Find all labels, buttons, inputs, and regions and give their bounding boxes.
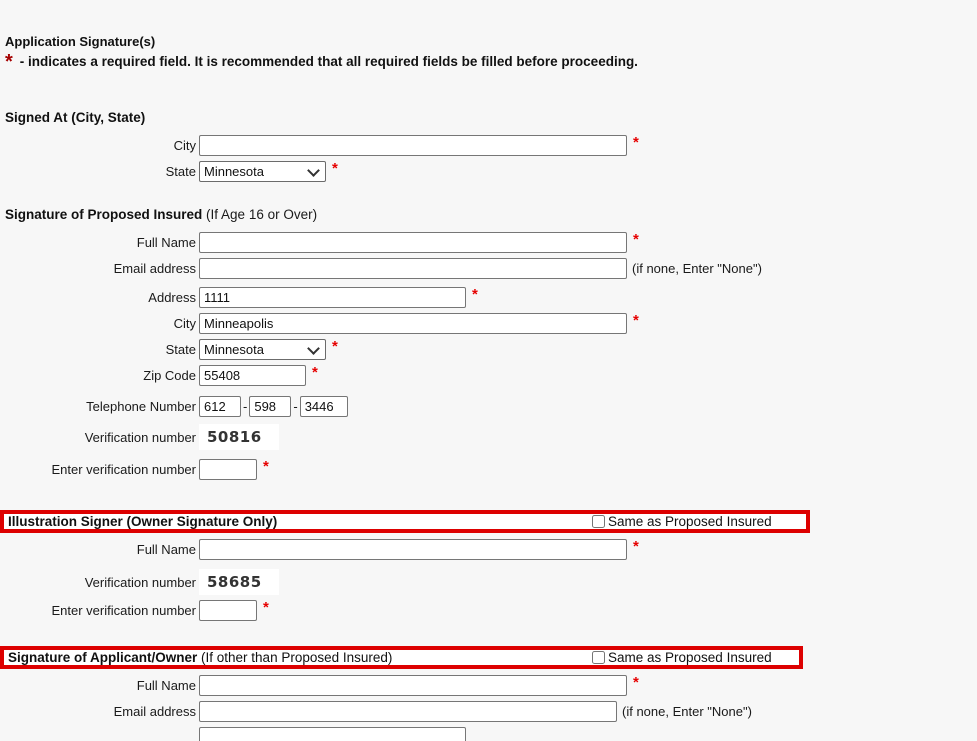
signed-at-city-row bbox=[0, 135, 639, 156]
required-asterisk: * bbox=[263, 598, 269, 616]
is-full-name-input[interactable] bbox=[199, 539, 627, 560]
pi-verification-row bbox=[0, 424, 279, 450]
illustration-signer-band bbox=[0, 510, 810, 533]
ao-partial-row bbox=[0, 727, 466, 741]
pi-phone-label: Telephone Number bbox=[86, 399, 196, 414]
signed-at-state-label: State bbox=[165, 164, 196, 179]
is-full-name-row bbox=[0, 539, 639, 560]
pi-enter-verification-label: Enter verification number bbox=[51, 462, 196, 477]
illustration-signer-heading: Illustration Signer (Owner Signature Only) bbox=[8, 514, 278, 529]
proposed-insured-heading-bold: Signature of Proposed Insured bbox=[5, 207, 203, 222]
pi-email-input[interactable] bbox=[199, 258, 627, 279]
signed-at-heading: Signed At (City, State) bbox=[5, 110, 146, 125]
ao-full-name-row bbox=[0, 675, 639, 696]
is-enter-verification-input[interactable] bbox=[199, 600, 257, 621]
required-field-note bbox=[5, 51, 638, 73]
signed-at-state-row bbox=[0, 161, 338, 182]
ao-full-name-label: Full Name bbox=[136, 678, 196, 693]
pi-full-name-row bbox=[0, 232, 639, 253]
phone-dash: - bbox=[243, 399, 248, 414]
pi-enter-verification-input[interactable] bbox=[199, 459, 257, 480]
signed-at-city-input[interactable] bbox=[199, 135, 627, 156]
signed-at-state-select[interactable] bbox=[199, 161, 326, 182]
is-verification-label: Verification number bbox=[84, 574, 196, 590]
pi-state-select[interactable] bbox=[199, 339, 326, 360]
required-asterisk: * bbox=[472, 285, 478, 303]
ao-same-as-label: Same as Proposed Insured bbox=[608, 650, 772, 665]
required-asterisk: * bbox=[633, 311, 639, 329]
ao-email-note: (if none, Enter "None") bbox=[622, 704, 752, 719]
page-title: Application Signature(s) bbox=[5, 34, 156, 49]
ao-same-as-checkbox[interactable] bbox=[592, 651, 605, 664]
is-same-as-label: Same as Proposed Insured bbox=[608, 514, 772, 529]
pi-zip-label: Zip Code bbox=[143, 368, 196, 383]
pi-verification-label: Verification number bbox=[84, 429, 196, 445]
pi-address-label: Address bbox=[148, 290, 196, 305]
pi-email-note: (if none, Enter "None") bbox=[632, 261, 762, 276]
pi-city-label: City bbox=[173, 316, 196, 331]
pi-city-input[interactable] bbox=[199, 313, 627, 334]
required-asterisk: * bbox=[633, 230, 639, 248]
pi-full-name-input[interactable] bbox=[199, 232, 627, 253]
pi-phone-area-input[interactable] bbox=[199, 396, 241, 417]
ao-partial-input[interactable] bbox=[199, 727, 466, 741]
pi-phone-line-input[interactable] bbox=[300, 396, 348, 417]
ao-full-name-input[interactable] bbox=[199, 675, 627, 696]
pi-full-name-label: Full Name bbox=[136, 235, 196, 250]
pi-phone-row bbox=[0, 396, 348, 417]
signed-at-city-label: City bbox=[173, 138, 196, 153]
pi-zip-input[interactable] bbox=[199, 365, 306, 386]
pi-verification-number: 50816 bbox=[199, 424, 279, 450]
required-asterisk: * bbox=[633, 673, 639, 691]
required-asterisk: * bbox=[312, 363, 318, 381]
required-note-asterisk: * bbox=[5, 51, 13, 73]
applicant-owner-heading-note: (If other than Proposed Insured) bbox=[201, 650, 393, 665]
pi-phone-prefix-input[interactable] bbox=[249, 396, 291, 417]
applicant-owner-heading-bold: Signature of Applicant/Owner bbox=[8, 650, 198, 665]
pi-enter-verification-row bbox=[0, 459, 269, 480]
is-enter-verification-label: Enter verification number bbox=[51, 603, 196, 618]
ao-email-row bbox=[0, 701, 752, 722]
pi-email-label: Email address bbox=[113, 261, 196, 276]
ao-email-input[interactable] bbox=[199, 701, 617, 722]
pi-address-input[interactable] bbox=[199, 287, 466, 308]
required-asterisk: * bbox=[263, 457, 269, 475]
phone-dash: - bbox=[293, 399, 298, 414]
proposed-insured-heading bbox=[5, 207, 317, 223]
required-asterisk: * bbox=[332, 337, 338, 355]
ao-same-as-group bbox=[592, 650, 772, 665]
applicant-owner-heading bbox=[8, 650, 392, 665]
ao-email-label: Email address bbox=[113, 704, 196, 719]
is-full-name-label: Full Name bbox=[136, 542, 196, 557]
pi-address-row bbox=[0, 287, 478, 308]
pi-email-row bbox=[0, 258, 762, 279]
pi-state-row bbox=[0, 339, 338, 360]
is-enter-verification-row bbox=[0, 600, 269, 621]
required-asterisk: * bbox=[332, 159, 338, 177]
required-note-text: - indicates a required field. It is recommended that all required fields be filled before proceeding. bbox=[19, 54, 638, 69]
pi-zip-row bbox=[0, 365, 318, 386]
is-same-as-group bbox=[592, 514, 772, 529]
required-asterisk: * bbox=[633, 537, 639, 555]
proposed-insured-heading-note: (If Age 16 or Over) bbox=[206, 207, 318, 222]
required-asterisk: * bbox=[633, 133, 639, 151]
is-verification-number: 58685 bbox=[199, 569, 279, 595]
pi-state-label: State bbox=[165, 342, 196, 357]
is-same-as-checkbox[interactable] bbox=[592, 515, 605, 528]
pi-city-row bbox=[0, 313, 639, 334]
is-verification-row bbox=[0, 569, 279, 595]
applicant-owner-band bbox=[0, 646, 803, 669]
